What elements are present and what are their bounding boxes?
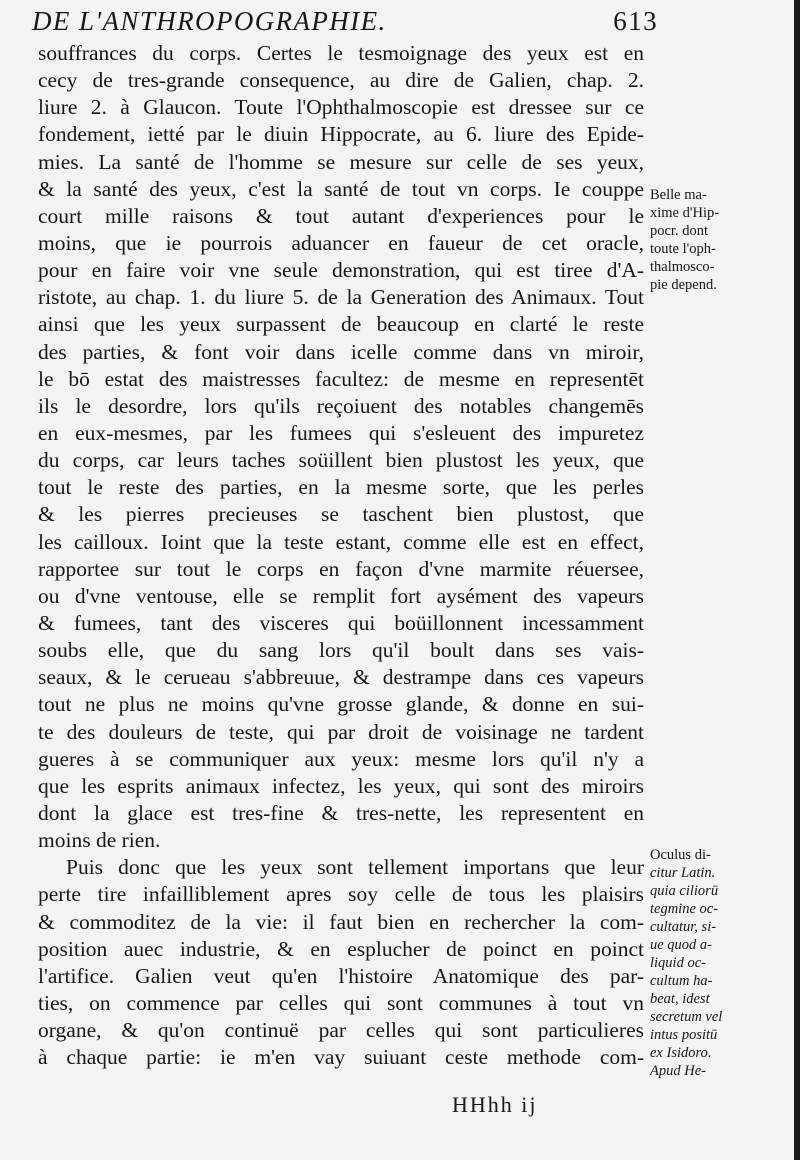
text-line: moins, que ie pourrois aduancer en faueur de cet oracle, (38, 230, 644, 255)
page-number: 613 (613, 6, 658, 36)
margin-line: ex Isidoro. (650, 1045, 712, 1061)
text-line: à chaque partie: ie m'en vay suiuant ceste methode com- (38, 1045, 644, 1070)
text-line: ils le desordre, lors qu'ils reçoiuent des notables changemēs (38, 393, 644, 418)
margin-line: cultatur, si- (650, 919, 717, 935)
text-line: Puis donc que les yeux sont tellement importans que leur (66, 855, 644, 880)
margin-line: quia ciliorū (650, 883, 719, 899)
text-line: mies. La santé de l'homme se mesure sur celle de ses yeux, (38, 149, 644, 174)
text-line: fondement, ietté par le diuin Hippocrate, au 6. liure des Epide- (38, 122, 644, 147)
text-line: dont la glace est tres-fine & tres-nette, les representent en (38, 800, 644, 825)
text-line: rapportee sur tout le corps en façon d'vne marmite réuersee, (38, 556, 644, 581)
text-line: ristote, au chap. 1. du liure 5. de la Generation des Animaux. Tout (38, 285, 644, 310)
margin-line: toute l'oph- (650, 241, 716, 257)
margin-line: Belle ma- (650, 187, 707, 203)
margin-line: beat, idest (650, 991, 710, 1007)
text-line: court mille raisons & tout autant d'experiences pour le (38, 203, 644, 228)
text-line: du corps, car leurs taches soüillent bien plustost les yeux, que (38, 448, 644, 473)
text-line: que les esprits animaux infectez, les yeux, qui sont des miroirs (38, 773, 644, 798)
main-text-column (38, 40, 644, 1071)
text-line: & les pierres precieuses se taschent bien plustost, que (38, 502, 644, 527)
text-line: liure 2. à Glaucon. Toute l'Ophthalmoscopie est dressee sur ce (38, 95, 644, 120)
text-line: position auec industrie, & en esplucher de poinct en poinct (38, 936, 644, 961)
margin-line: cultum ha- (650, 973, 713, 989)
signature-mark: HHhh ij (452, 1092, 538, 1117)
margin-line: liquid oc- (650, 955, 706, 971)
text-line: organe, & qu'on continuë par celles qui sont particulieres (38, 1018, 644, 1043)
text-line: pour en faire voir vne seule demonstration, qui est tiree d'A- (38, 258, 644, 283)
margin-line: thalmosco- (650, 259, 715, 275)
text-line: perte tire infailliblement apres soy celle de tous les plaisirs (38, 882, 644, 907)
running-header (32, 6, 658, 37)
text-line: ties, on commence par celles qui sont communes à tout vn (38, 990, 644, 1015)
margin-line: Oculus di- (650, 847, 711, 863)
margin-line: xime d'Hip- (650, 205, 720, 221)
text-line: te des douleurs de teste, qui par droit de voisinage ne tardent (38, 719, 644, 744)
margin-line: intus positū (650, 1027, 718, 1043)
margin-note-hippocrates (650, 186, 796, 294)
text-line: le bō estat des maistresses facultez: de mesme en representēt (38, 366, 644, 391)
page-edge (794, 0, 800, 1160)
text-line: en eux-mesmes, par les fumees qui s'esleuent des impuretez (38, 420, 644, 445)
text-line: seaux, & le cerueau s'abbreuue, & destrampe dans ces vapeurs (38, 665, 644, 690)
text-line: ainsi que les yeux surpassent de beaucoup en clarté le reste (38, 312, 644, 337)
margin-line: citur Latin. (650, 865, 716, 881)
text-line: & la santé des yeux, c'est la santé de tout vn corps. Ie couppe (38, 176, 644, 201)
margin-line: pocr. dont (650, 223, 708, 239)
text-line: tout le reste des parties, en la mesme sorte, que les perles (38, 475, 644, 500)
text-line: & commoditez de la vie: il faut bien en rechercher la com- (38, 909, 644, 934)
text-line: souffrances du corps. Certes le tesmoignage des yeux est en (38, 41, 644, 65)
margin-line: Apud He- (650, 1063, 706, 1079)
text-line: gueres à se communiquer aux yeux: mesme lors qu'il n'y a (38, 746, 644, 771)
text-line: moins de rien. (38, 828, 161, 853)
text-line: l'artifice. Galien veut qu'en l'histoire Anatomique des par- (38, 963, 644, 988)
text-line: des parties, & font voir dans icelle comme dans vn miroir, (38, 339, 644, 364)
margin-note-oculus (650, 846, 796, 1080)
text-line: ou d'vne ventouse, elle se remplit fort aysément des vapeurs (38, 583, 644, 608)
margin-line: ue quod a- (650, 937, 713, 953)
text-line: cecy de tres-grande consequence, au dire de Galien, chap. 2. (38, 68, 644, 93)
header-title: DE L'ANTHROPOGRAPHIE. (32, 6, 387, 36)
text-line: les cailloux. Ioint que la teste estant, comme elle est en effect, (38, 529, 644, 554)
margin-line: secretum vel (650, 1009, 723, 1025)
text-line: soubs elle, que du sang lors qu'il boult dans ses vais- (38, 638, 644, 663)
text-line: tout ne plus ne moins qu'vne grosse glande, & donne en sui- (38, 692, 644, 717)
margin-line: pie depend. (650, 277, 717, 293)
margin-line: tegmine oc- (650, 901, 719, 917)
text-line: & fumees, tant des visceres qui boüillonnent incessamment (38, 610, 644, 635)
